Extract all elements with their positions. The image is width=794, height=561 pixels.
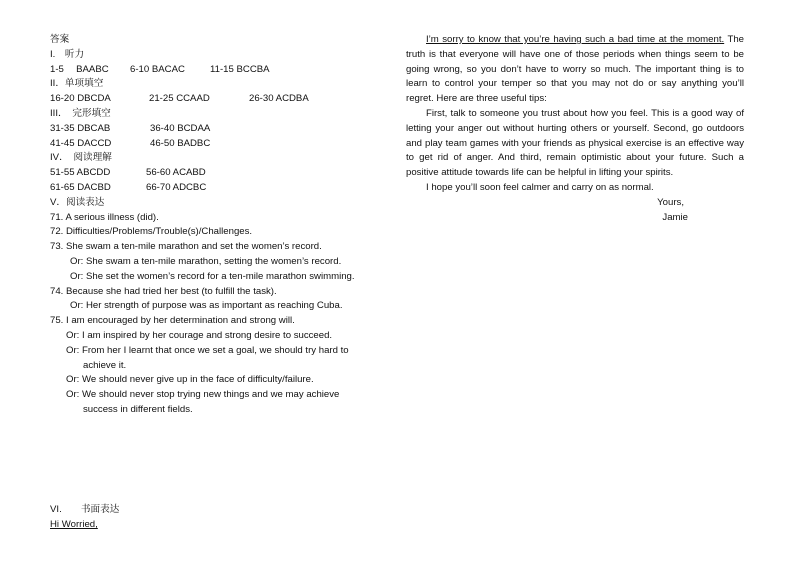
section-listening: I. 听力: [50, 48, 85, 60]
section-single-choice: II．单项填空: [50, 78, 104, 90]
answer-group: 31-35 DBCAB: [50, 122, 111, 134]
answer-75-alt: Or: From her I learnt that once we set a goal, we should try hard to: [66, 344, 349, 356]
answer-group: 21-25 CCAAD: [149, 93, 210, 105]
letter-opening-sentence: I’m sorry to know that you’re having such a bad time at the moment.: [426, 34, 725, 45]
section-reading: IV． 阅读理解: [50, 152, 112, 164]
letter-paragraph-2: First, talk to someone you trust about how you feel. This is a good way of letting your anger out without hurting others or yourself. Second, go outdoors and play team games with your friends as physical exercise is an effective way to get rid of anger. And third, remain optimistic about your future. Such a positive attitude towards life can be helpful in lifting your spirits.: [406, 107, 744, 179]
answer-75-alt-cont: success in different fields.: [83, 403, 193, 415]
answer-group: 16-20 DBCDA: [50, 93, 111, 105]
answer-group: 41-45 DACCD: [50, 137, 112, 149]
answer-group: 26-30 ACDBA: [249, 93, 309, 105]
answer-group: 6-10 BACAC: [130, 63, 185, 75]
answer-group: 61-65 DACBD: [50, 181, 111, 193]
letter-closing: Yours,: [657, 196, 684, 208]
cloze-answers-row: [50, 137, 388, 152]
answer-75-alt: Or: We should never give up in the face of difficulty/failure.: [66, 374, 314, 386]
section-reading-expression: V．阅读表达: [50, 196, 105, 208]
answer-key-column: [50, 33, 388, 418]
answer-group: 1-5 BAABC: [50, 63, 109, 75]
reading-answers-row: [50, 166, 388, 181]
answer-title: 答案: [50, 34, 70, 45]
section-cloze: III． 完形填空: [50, 107, 111, 119]
letter-greeting: Hi Worried,: [50, 518, 98, 530]
answer-75-alt: Or: I am inspired by her courage and strong desire to succeed.: [66, 329, 333, 341]
letter-paragraph-3: I hope you’ll soon feel calmer and carry on as normal.: [426, 181, 654, 193]
answer-group: 11-15 BCCBA: [210, 63, 270, 75]
answer-71: 71. A serious illness (did).: [50, 211, 159, 223]
sample-letter-column: [406, 33, 744, 225]
answer-75: 75. I am encouraged by her determination and strong will.: [50, 315, 295, 327]
answer-group: 36-40 BCDAA: [150, 122, 211, 134]
answer-group: 66-70 ADCBC: [146, 181, 207, 193]
section-writing: VI. 书面表达: [50, 504, 120, 515]
answer-group: 56-60 ACABD: [146, 167, 206, 179]
answer-75-alt-cont: achieve it.: [83, 359, 127, 371]
answer-group: 51-55 ABCDD: [50, 167, 111, 179]
answer-72: 72. Difficulties/Problems/Trouble(s)/Challenges.: [50, 226, 253, 238]
answer-75-alt: Or: We should never stop trying new things and we may achieve: [66, 389, 340, 401]
cloze-answers-row: [50, 122, 388, 137]
answer-73: 73. She swam a ten-mile marathon and set the women’s record.: [50, 241, 322, 253]
letter-paragraph-1: [406, 33, 744, 107]
writing-section: [50, 503, 119, 533]
reading-answers-row: [50, 181, 388, 196]
letter-signature: Jamie: [662, 211, 688, 223]
answer-group: 46-50 BADBC: [150, 137, 211, 149]
answer-74-alt: Or: Her strength of purpose was as important as reaching Cuba.: [70, 300, 343, 312]
letter-paragraph-1-rest: The truth is that everyone will have one of those periods when things seem to be going wrong, so you don’t have to worry so much. The important thing is to learn to control your temper so that you may not do or say anything you’ll regret. Here are three useful tips:: [406, 34, 744, 105]
single-choice-answers: [50, 92, 388, 107]
answer-74: 74. Because she had tried her best (to fulfill the task).: [50, 285, 277, 297]
answer-73-alt: Or: She swam a ten-mile marathon, setting the women’s record.: [70, 255, 342, 267]
answer-73-alt: Or: She set the women’s record for a ten-mile marathon swimming.: [70, 270, 355, 282]
listening-answers: [50, 63, 388, 78]
